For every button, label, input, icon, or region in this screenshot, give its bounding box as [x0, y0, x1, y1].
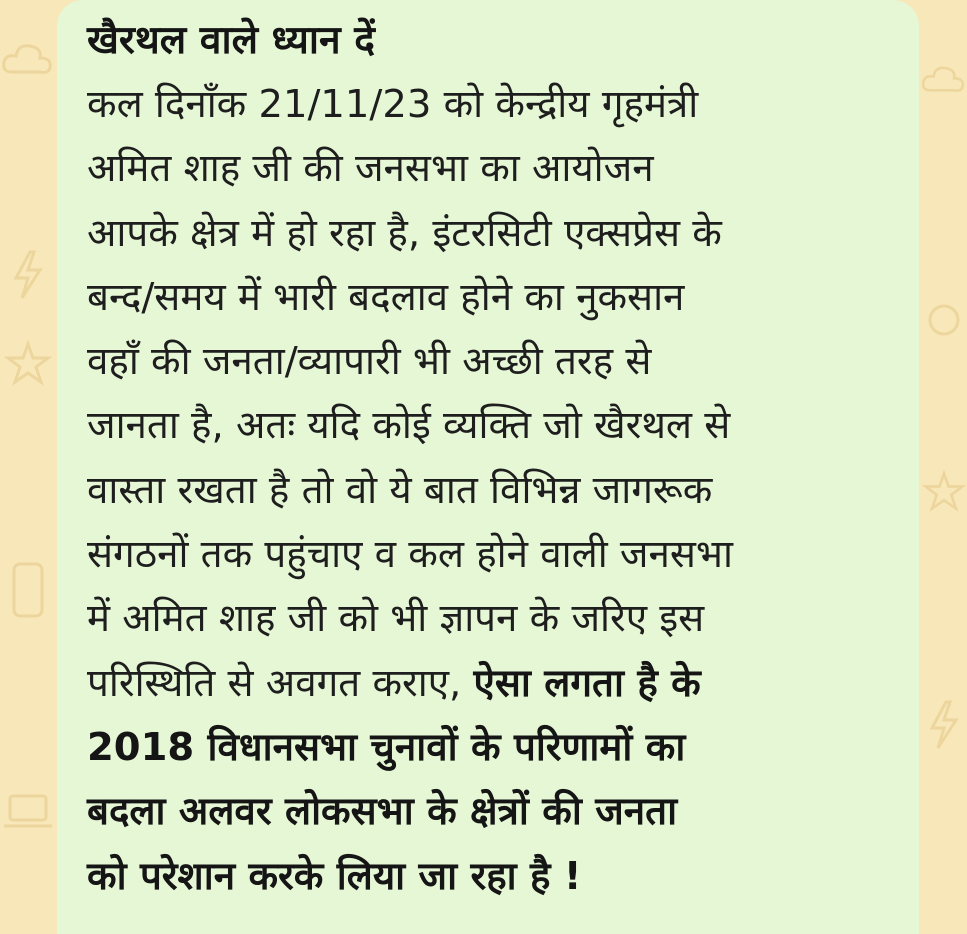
- message-line: अमित शाह जी की जनसभा का आयोजन: [87, 146, 654, 192]
- message-line: बन्द/समय में भारी बदलाव होने का नुकसान: [87, 274, 685, 320]
- message-line: वास्ता रखता है तो वो ये बात विभिन्न जागरूक: [87, 467, 713, 513]
- message-title: खैरथल वाले ध्यान दें: [87, 18, 375, 63]
- lightning-icon: [10, 250, 46, 300]
- message-line-bold: को परेशान करके लिया जा रहा है !: [87, 853, 582, 899]
- message-line: जानता है, अतः यदि कोई व्यक्ति जो खैरथल से: [87, 403, 731, 449]
- circle-icon: [924, 300, 964, 340]
- star-icon: [4, 340, 52, 388]
- message-line: कल दिनाँक 21/11/23 को केन्द्रीय गृहमंत्री: [87, 82, 699, 127]
- message-text-normal: परिस्थिति से अवगत कराए,: [87, 660, 474, 706]
- cloud-icon: [0, 40, 54, 80]
- message-bubble[interactable]: [57, 0, 919, 934]
- lightning-icon: [926, 700, 962, 750]
- laptop-icon: [2, 790, 54, 834]
- message-line: आपके क्षेत्र में हो रहा है, इंटरसिटी एक्सप्रेस के: [87, 210, 722, 256]
- message-line: में अमित शाह जी को भी ज्ञापन के जरिए इस: [87, 596, 705, 642]
- message-line: वहाँ की जनता/व्यापारी भी अच्छी तरह से: [87, 339, 652, 385]
- message-text-bold: ऐसा लगता है के: [473, 660, 701, 706]
- message-line-bold: 2018 विधानसभा चुनावों के परिणामों का: [87, 724, 686, 770]
- cloud-icon: [920, 60, 966, 100]
- message-line-bold: बदला अलवर लोकसभा के क्षेत्रों की जनता: [87, 789, 678, 835]
- star-icon: [922, 470, 966, 514]
- phone-icon: [6, 560, 50, 620]
- message-line: संगठनों तक पहुंचाए व कल होने वाली जनसभा: [87, 532, 733, 578]
- message-line-mixed: [87, 652, 899, 716]
